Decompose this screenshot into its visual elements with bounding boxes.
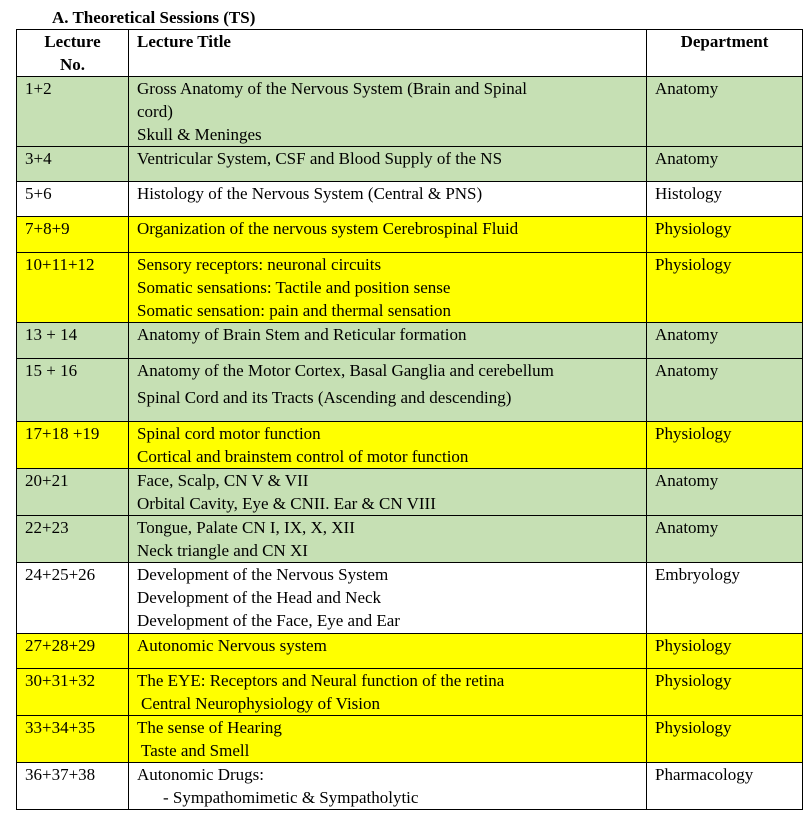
lecture-title-line: Face, Scalp, CN V & VII	[137, 471, 309, 490]
table-row	[17, 634, 803, 669]
department: Anatomy	[647, 323, 803, 359]
lecture-title	[129, 147, 647, 182]
table-row	[17, 669, 803, 716]
table-row	[17, 147, 803, 182]
lecture-title	[129, 669, 647, 716]
department: Physiology	[647, 669, 803, 716]
lecture-title	[129, 217, 647, 253]
lecture-number: 30+31+32	[17, 669, 129, 716]
lecture-title-line: Development of the Nervous System	[137, 565, 389, 584]
lecture-title	[129, 359, 647, 422]
lecture-title	[129, 469, 647, 516]
table-row	[17, 422, 803, 469]
table-row	[17, 217, 803, 253]
table-row	[17, 323, 803, 359]
department: Physiology	[647, 422, 803, 469]
lecture-number: 15 + 16	[17, 359, 129, 422]
lecture-title	[129, 182, 647, 217]
lecture-title	[129, 77, 647, 147]
lecture-title-line: Orbital Cavity, Eye & CNII. Ear & CN VIII	[137, 494, 436, 513]
table-row	[17, 182, 803, 217]
lecture-title	[129, 422, 647, 469]
header-department: Department	[647, 30, 803, 77]
lecture-number: 7+8+9	[17, 217, 129, 253]
lecture-number: 10+11+12	[17, 253, 129, 323]
table-header-row	[17, 30, 803, 77]
table-row	[17, 763, 803, 810]
lecture-title-line: Somatic sensations: Tactile and position sense	[137, 278, 451, 297]
department: Pharmacology	[647, 763, 803, 810]
lecture-number: 24+25+26	[17, 563, 129, 634]
lecture-title-line: Taste and Smell	[141, 741, 250, 760]
lecture-title-line: Tongue, Palate CN I, IX, X, XII	[137, 518, 355, 537]
lecture-number: 27+28+29	[17, 634, 129, 669]
lecture-title-line: cord)	[137, 102, 173, 121]
lecture-title	[129, 516, 647, 563]
lecture-title	[129, 323, 647, 359]
lecture-title-line: Development of the Face, Eye and Ear	[137, 611, 400, 630]
lecture-title-line: Gross Anatomy of the Nervous System (Brain and Spinal	[137, 79, 528, 98]
department: Anatomy	[647, 469, 803, 516]
lecture-number: 36+37+38	[17, 763, 129, 810]
department: Physiology	[647, 253, 803, 323]
lecture-title-line: Histology of the Nervous System (Central & PNS)	[137, 184, 483, 203]
table-row	[17, 253, 803, 323]
lecture-title	[129, 253, 647, 323]
lecture-title-line: Anatomy of the Motor Cortex, Basal Ganglia and cerebellum	[137, 361, 554, 380]
lecture-title-line: Sensory receptors: neuronal circuits	[137, 255, 382, 274]
section-heading: A. Theoretical Sessions (TS)	[52, 8, 256, 27]
table-row	[17, 516, 803, 563]
table-row	[17, 359, 803, 422]
lecture-number: 33+34+35	[17, 716, 129, 763]
lecture-title-line: Neck triangle and CN XI	[137, 541, 308, 560]
lecture-number: 17+18 +19	[17, 422, 129, 469]
lecture-title	[129, 563, 647, 634]
lecture-title-line: Organization of the nervous system Cerebrospinal Fluid	[137, 219, 519, 238]
department: Histology	[647, 182, 803, 217]
table-row	[17, 563, 803, 634]
lecture-title-line: Spinal Cord and its Tracts (Ascending and descending)	[137, 388, 512, 407]
lecture-title-line: Somatic sensation: pain and thermal sensation	[137, 301, 451, 320]
lecture-number: 20+21	[17, 469, 129, 516]
lecture-title-line: Development of the Head and Neck	[137, 588, 382, 607]
lecture-title-line: Ventricular System, CSF and Blood Supply of the NS	[137, 149, 503, 168]
header-lecture-no: Lecture No.	[17, 30, 129, 77]
lecture-title-line: The sense of Hearing	[137, 718, 282, 737]
department: Anatomy	[647, 359, 803, 422]
theoretical-sessions-table	[16, 29, 803, 810]
lecture-title-line: Cortical and brainstem control of motor function	[137, 447, 469, 466]
lecture-title	[129, 716, 647, 763]
table-row	[17, 716, 803, 763]
lecture-number: 5+6	[17, 182, 129, 217]
lecture-number: 3+4	[17, 147, 129, 182]
department: Embryology	[647, 563, 803, 634]
lecture-number: 22+23	[17, 516, 129, 563]
header-lecture-title: Lecture Title	[129, 30, 647, 77]
lecture-title-line: The EYE: Receptors and Neural function of the retina	[137, 671, 505, 690]
lecture-number: 13 + 14	[17, 323, 129, 359]
department: Anatomy	[647, 77, 803, 147]
department: Physiology	[647, 716, 803, 763]
lecture-title-line: - Sympathomimetic & Sympatholytic	[163, 788, 419, 807]
department: Anatomy	[647, 147, 803, 182]
lecture-title-line: Spinal cord motor function	[137, 424, 321, 443]
lecture-title	[129, 763, 647, 810]
table-row	[17, 469, 803, 516]
lecture-title-line: Autonomic Nervous system	[137, 636, 327, 655]
lecture-title-line: Autonomic Drugs:	[137, 765, 265, 784]
table-row	[17, 77, 803, 147]
department: Physiology	[647, 217, 803, 253]
lecture-title	[129, 634, 647, 669]
department: Physiology	[647, 634, 803, 669]
lecture-title-line: Central Neurophysiology of Vision	[141, 694, 381, 713]
lecture-number: 1+2	[17, 77, 129, 147]
lecture-title-line: Anatomy of Brain Stem and Reticular formation	[137, 325, 467, 344]
lecture-title-line: Skull & Meninges	[137, 125, 262, 144]
department: Anatomy	[647, 516, 803, 563]
